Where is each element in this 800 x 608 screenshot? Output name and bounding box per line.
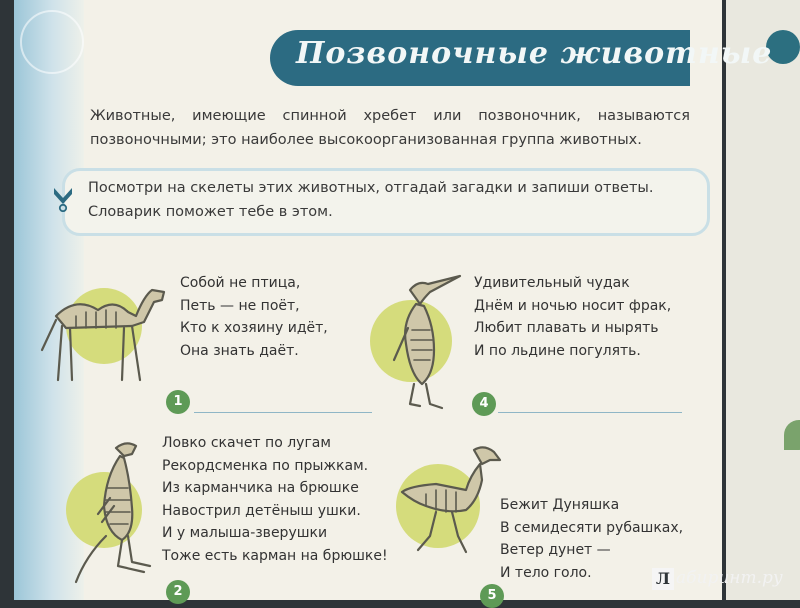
labirint-logo-text: абиринт.ру — [676, 568, 783, 588]
riddle-4-line: Любит плавать и нырять — [474, 320, 659, 336]
riddle-5-line: Бежит Дуняшка — [500, 497, 620, 513]
task-arrow-icon — [52, 186, 74, 212]
riddle-5-line: В семидесяти рубашках, — [500, 519, 684, 536]
task-line-2: Словарик поможет тебе в этом. — [88, 204, 333, 220]
labirint-watermark — [652, 566, 800, 594]
intro-paragraph: Животные, имеющие спинной хребет или позвоночник, называются позвоночными; это наиболее высокоорганизованная группа животных. — [90, 108, 690, 148]
riddle-4-line: И по льдине погулять. — [474, 342, 641, 359]
riddle-1-line: Кто к хозяину идёт, — [180, 320, 328, 336]
task-line-1: Посмотри на скелеты этих животных, отгадай загадки и запиши ответы. — [88, 180, 654, 196]
kangaroo-skeleton-icon — [70, 436, 156, 586]
task-instruction — [88, 176, 688, 224]
penguin-skeleton-icon — [380, 270, 466, 416]
riddle-4-answer-field[interactable] — [498, 412, 682, 413]
bird-skeleton-icon — [396, 440, 506, 560]
riddle-1-line: Петь — не поёт, — [180, 297, 300, 314]
leaf-decoration-icon — [784, 420, 800, 450]
riddle-2-line: Навострил детёныш ушки. — [162, 502, 361, 519]
riddle-4-line: Днём и ночью носит фрак, — [474, 297, 672, 314]
riddle-4-line: Удивительный чудак — [474, 275, 630, 291]
riddle-1-text — [180, 272, 328, 362]
camel-skeleton-icon — [36, 276, 172, 388]
riddle-4-text — [474, 272, 671, 362]
riddle-4-number-badge: 4 — [472, 392, 496, 416]
riddle-1-line: Собой не птица, — [180, 275, 301, 291]
riddle-2-line: Из карманчика на брюшке — [162, 480, 359, 496]
riddle-1-answer-field[interactable] — [194, 412, 372, 413]
riddle-1-line: Она знать даёт. — [180, 342, 299, 359]
riddle-5-line: Ветер дунет — — [500, 542, 611, 558]
riddle-2-line: Тоже есть карман на брюшке! — [162, 547, 388, 564]
riddle-5-number-badge: 5 — [480, 584, 504, 608]
riddle-2-line: Ловко скачет по лугам — [162, 435, 331, 451]
next-page-edge — [726, 0, 800, 600]
riddle-2-line: Рекордсменка по прыжкам. — [162, 457, 369, 474]
riddle-5-line: И тело голо. — [500, 564, 592, 581]
labirint-logo-icon: Л — [652, 568, 674, 590]
page-title: Позвоночные животные — [296, 36, 773, 71]
swirl-decoration-icon — [20, 10, 84, 74]
riddle-2-number-badge: 2 — [166, 580, 190, 604]
riddle-1-number-badge: 1 — [166, 390, 190, 414]
riddle-2-line: И у малыша-зверушки — [162, 525, 328, 541]
riddle-2-text — [162, 432, 388, 567]
